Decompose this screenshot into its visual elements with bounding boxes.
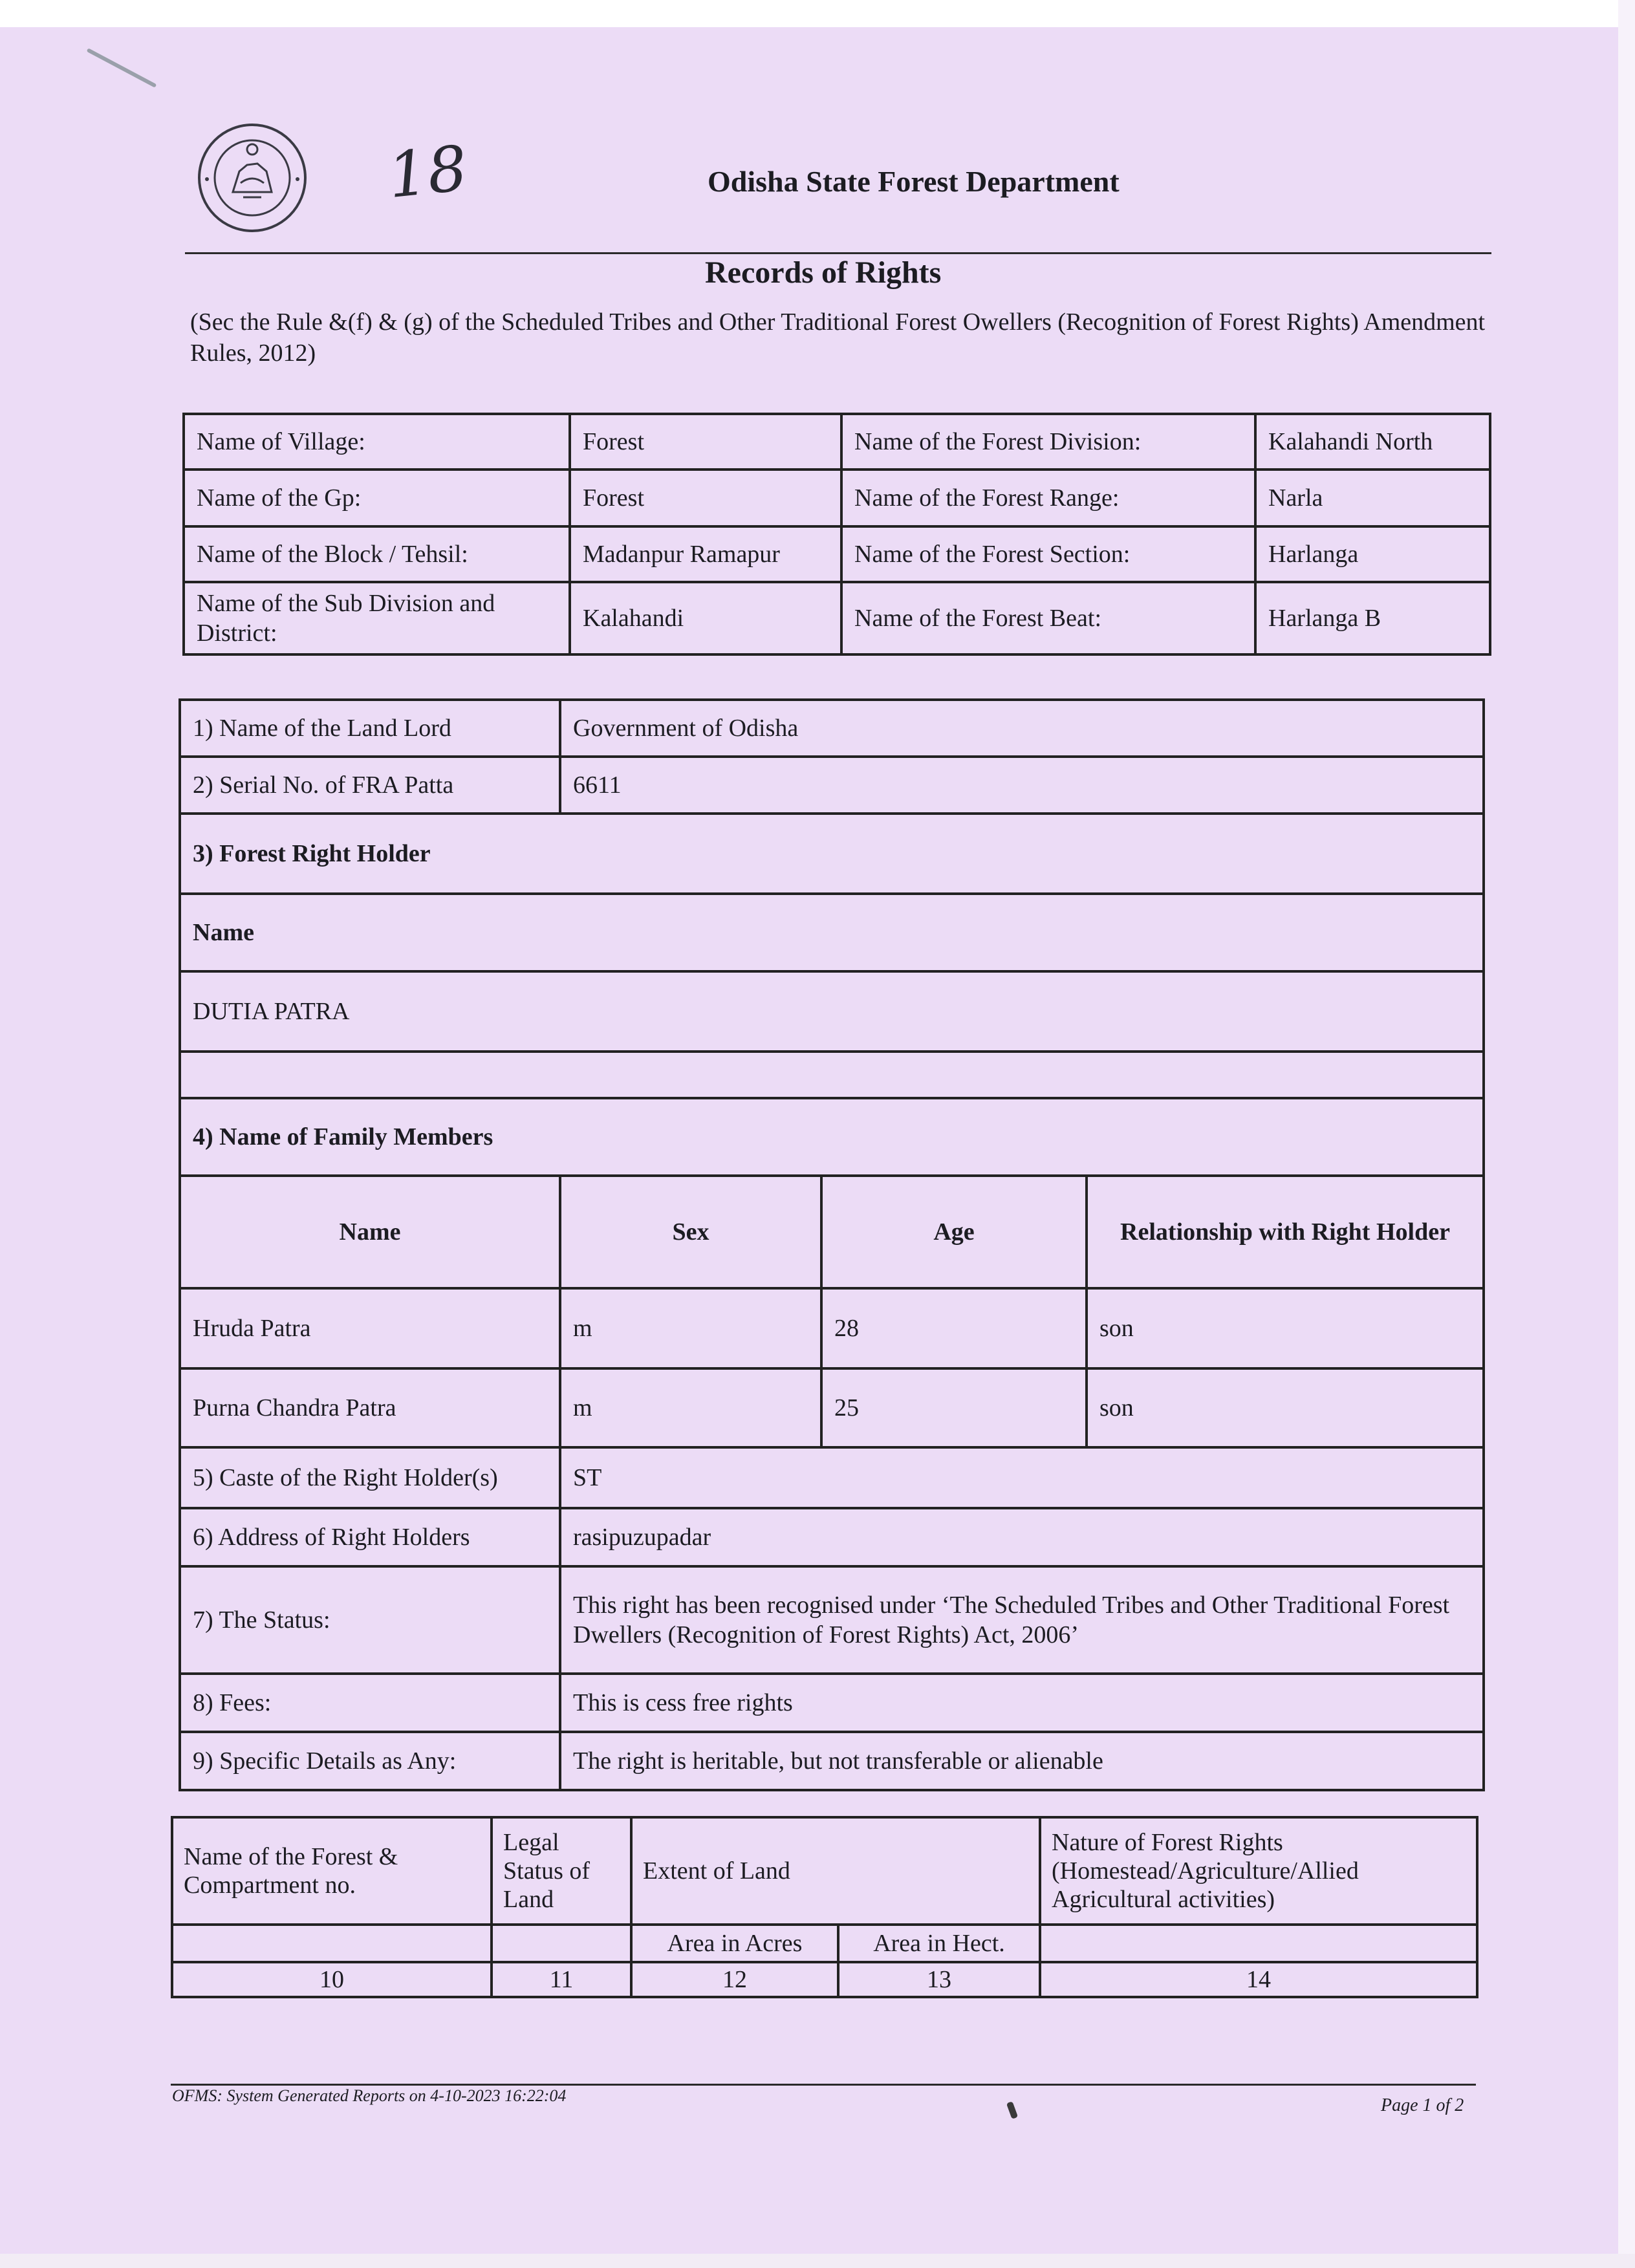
ink-speck bbox=[1006, 2101, 1018, 2119]
family-member-age: 28 bbox=[821, 1288, 1087, 1368]
column-number: 14 bbox=[1040, 1962, 1477, 1997]
family-member-relation: son bbox=[1087, 1288, 1484, 1368]
subdivision-label: Name of the Sub Division and District: bbox=[184, 582, 570, 654]
family-header-row bbox=[180, 1176, 1484, 1288]
column-number: 13 bbox=[838, 1962, 1040, 1997]
specific-details-label: 9) Specific Details as Any: bbox=[180, 1732, 560, 1790]
forest-section-label: Name of the Forest Section: bbox=[841, 526, 1255, 582]
name-heading: Name bbox=[180, 894, 1484, 971]
caste-value: ST bbox=[560, 1447, 1484, 1508]
rule-reference: (Sec the Rule &(f) & (g) of the Scheduled Tribes and Other Traditional Forest Owellers (Recognition of Forest Rights) Amendment Rules, 2012) bbox=[190, 308, 1486, 367]
blank-cell bbox=[180, 1052, 1484, 1098]
gp-value: Forest bbox=[570, 470, 841, 526]
fees-row bbox=[180, 1674, 1484, 1732]
location-row bbox=[184, 414, 1490, 470]
gp-label: Name of the Gp: bbox=[184, 470, 570, 526]
scan-bottom-edge bbox=[0, 2254, 1635, 2268]
odisha-emblem-seal-icon bbox=[194, 120, 310, 236]
forest-range-value: Narla bbox=[1255, 470, 1490, 526]
location-table bbox=[182, 413, 1491, 656]
generated-timestamp: OFMS: System Generated Reports on 4-10-2023 16:22:04 bbox=[172, 2086, 567, 2105]
fees-value: This is cess free rights bbox=[560, 1674, 1484, 1732]
address-label: 6) Address of Right Holders bbox=[180, 1508, 560, 1566]
column-number: 10 bbox=[172, 1962, 492, 1997]
family-col-age: Age bbox=[821, 1176, 1087, 1288]
header-divider bbox=[185, 252, 1491, 254]
forest-beat-label: Name of the Forest Beat: bbox=[841, 582, 1255, 654]
holder-heading: 3) Forest Right Holder bbox=[180, 814, 1484, 894]
forest-range-label: Name of the Forest Range: bbox=[841, 470, 1255, 526]
forest-section-value: Harlanga bbox=[1255, 526, 1490, 582]
scan-top-strip bbox=[0, 0, 1635, 27]
caste-label: 5) Caste of the Right Holder(s) bbox=[180, 1447, 560, 1508]
holder-name-row bbox=[180, 971, 1484, 1052]
family-member-sex: m bbox=[560, 1288, 821, 1368]
caste-row bbox=[180, 1447, 1484, 1508]
scan-right-edge bbox=[1618, 0, 1635, 2268]
forest-division-value: Kalahandi North bbox=[1255, 414, 1490, 470]
extent-of-land-header: Extent of Land bbox=[631, 1817, 1040, 1925]
nature-of-rights-header: Nature of Forest Rights (Homestead/Agriculture/Allied Agricultural activities) bbox=[1040, 1817, 1477, 1925]
land-number-row bbox=[172, 1962, 1477, 1997]
column-number: 11 bbox=[492, 1962, 631, 1997]
holder-heading-row bbox=[180, 814, 1484, 894]
page-indicator: Page 1 of 2 bbox=[1381, 2095, 1464, 2115]
family-member-sex: m bbox=[560, 1368, 821, 1447]
family-row bbox=[180, 1288, 1484, 1368]
serial-label: 2) Serial No. of FRA Patta bbox=[180, 757, 560, 814]
block-label: Name of the Block / Tehsil: bbox=[184, 526, 570, 582]
family-member-name: Hruda Patra bbox=[180, 1288, 560, 1368]
family-heading-row bbox=[180, 1098, 1484, 1176]
blank-row bbox=[180, 1052, 1484, 1098]
land-lord-row bbox=[180, 700, 1484, 757]
subdivision-value: Kalahandi bbox=[570, 582, 841, 654]
land-lord-value: Government of Odisha bbox=[560, 700, 1484, 757]
footer-divider bbox=[171, 2084, 1476, 2086]
forest-division-label: Name of the Forest Division: bbox=[841, 414, 1255, 470]
family-col-relationship: Relationship with Right Holder bbox=[1087, 1176, 1484, 1288]
location-row bbox=[184, 582, 1490, 654]
family-row bbox=[180, 1368, 1484, 1447]
status-row bbox=[180, 1566, 1484, 1674]
location-row bbox=[184, 526, 1490, 582]
area-hect-header: Area in Hect. bbox=[838, 1925, 1040, 1962]
specific-details-row bbox=[180, 1732, 1484, 1790]
status-value: This right has been recognised under ‘The Scheduled Tribes and Other Traditional Forest Dwellers (Recognition of Forest Rights) Act, 2006’ bbox=[560, 1566, 1484, 1674]
fees-label: 8) Fees: bbox=[180, 1674, 560, 1732]
forest-beat-value: Harlanga B bbox=[1255, 582, 1490, 654]
family-member-age: 25 bbox=[821, 1368, 1087, 1447]
column-number: 12 bbox=[631, 1962, 838, 1997]
family-col-sex: Sex bbox=[560, 1176, 821, 1288]
status-label: 7) The Status: bbox=[180, 1566, 560, 1674]
land-subheader-row bbox=[172, 1925, 1477, 1962]
block-value: Madanpur Ramapur bbox=[570, 526, 841, 582]
family-member-name: Purna Chandra Patra bbox=[180, 1368, 560, 1447]
staple-mark bbox=[87, 48, 157, 88]
family-col-name: Name bbox=[180, 1176, 560, 1288]
serial-value: 6611 bbox=[560, 757, 1484, 814]
land-header-row bbox=[172, 1817, 1477, 1925]
address-value: rasipuzupadar bbox=[560, 1508, 1484, 1566]
address-row bbox=[180, 1508, 1484, 1566]
land-empty-cell bbox=[1040, 1925, 1477, 1962]
family-heading: 4) Name of Family Members bbox=[180, 1098, 1484, 1176]
land-lord-label: 1) Name of the Land Lord bbox=[180, 700, 560, 757]
handwritten-page-number: 18 bbox=[384, 131, 471, 213]
specific-details-value: The right is heritable, but not transferable or alienable bbox=[560, 1732, 1484, 1790]
land-table bbox=[171, 1816, 1478, 1998]
family-member-relation: son bbox=[1087, 1368, 1484, 1447]
village-value: Forest bbox=[570, 414, 841, 470]
forest-compartment-header: Name of the Forest & Compartment no. bbox=[172, 1817, 492, 1925]
legal-status-header: Legal Status of Land bbox=[492, 1817, 631, 1925]
location-row bbox=[184, 470, 1490, 526]
holder-name: DUTIA PATRA bbox=[180, 971, 1484, 1052]
name-heading-row bbox=[180, 894, 1484, 971]
area-acres-header: Area in Acres bbox=[631, 1925, 838, 1962]
serial-row bbox=[180, 757, 1484, 814]
land-empty-cell bbox=[492, 1925, 631, 1962]
village-label: Name of Village: bbox=[184, 414, 570, 470]
record-table bbox=[179, 698, 1485, 1791]
land-empty-cell bbox=[172, 1925, 492, 1962]
department-title: Odisha State Forest Department bbox=[708, 165, 1120, 198]
document-title: Records of Rights bbox=[705, 255, 942, 290]
